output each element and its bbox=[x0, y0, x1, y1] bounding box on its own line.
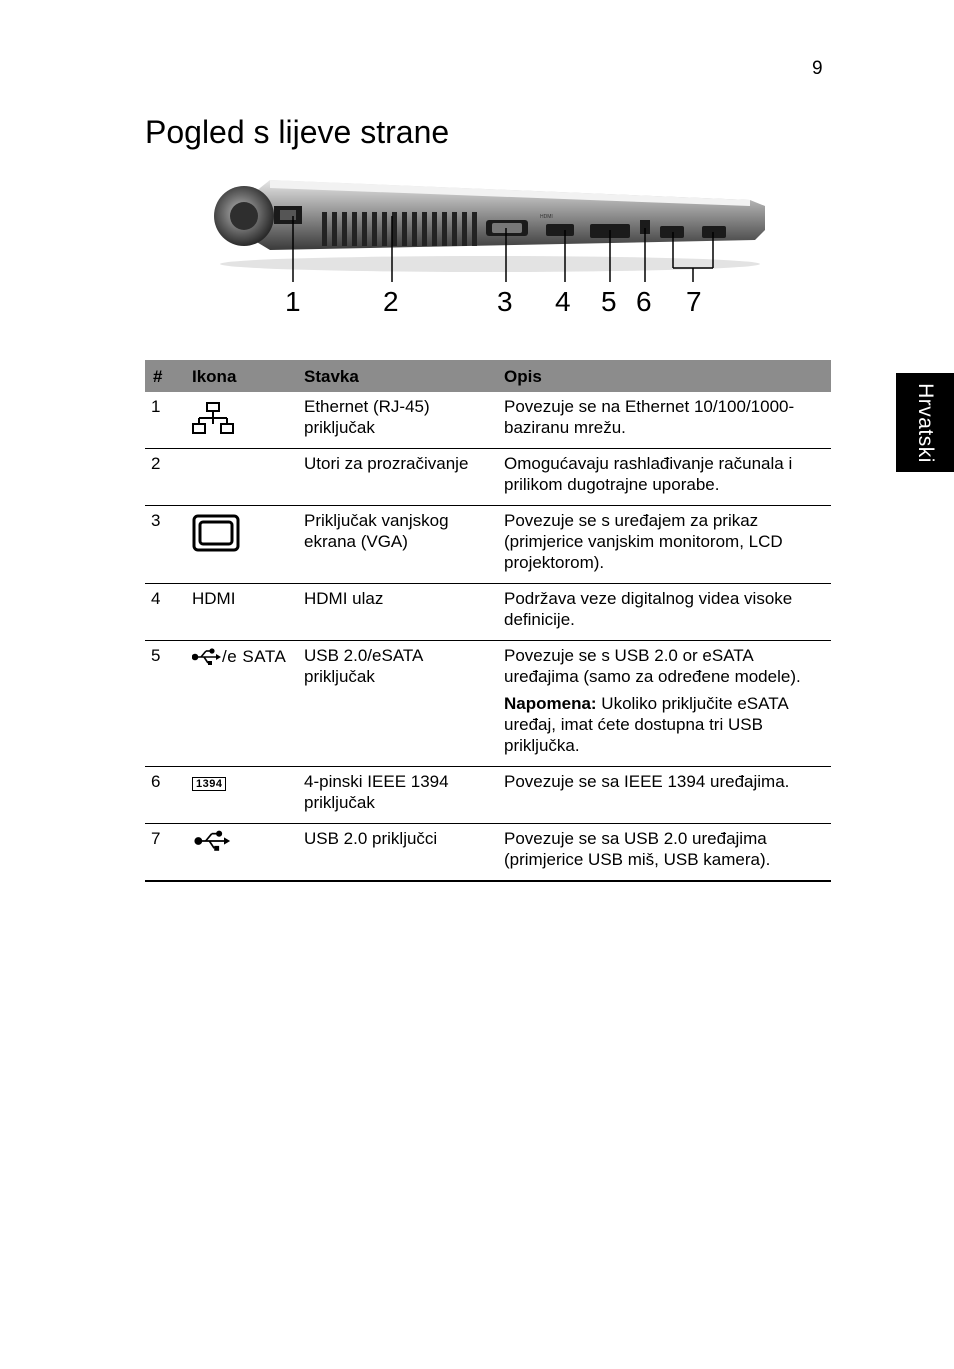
row-num: 7 bbox=[145, 824, 181, 882]
row-desc: Omogućavaju rashlađivanje računala i prilikom dugotrajne uporabe. bbox=[493, 449, 831, 506]
note-label: Napomena: bbox=[504, 694, 597, 713]
table-row bbox=[145, 641, 831, 767]
row-num: 2 bbox=[145, 449, 181, 506]
row-num: 6 bbox=[145, 767, 181, 824]
row-icon-cell bbox=[181, 824, 293, 882]
language-tab bbox=[896, 373, 954, 472]
row-desc: Povezuje se sa USB 2.0 uređajima (primjerice USB miš, USB kamera). bbox=[493, 824, 831, 882]
ports-table bbox=[145, 360, 831, 882]
row-item: Priključak vanjskog ekrana (VGA) bbox=[293, 506, 493, 584]
row-item: HDMI ulaz bbox=[293, 584, 493, 641]
row-desc: Povezuje se s USB 2.0 or eSATA uređajima (samo za određene modele). bbox=[504, 646, 801, 686]
callout-5: 5 bbox=[601, 286, 617, 317]
row-num: 3 bbox=[145, 506, 181, 584]
header-desc: Opis bbox=[493, 360, 831, 392]
table-row bbox=[145, 767, 831, 824]
callout-6: 6 bbox=[636, 286, 652, 317]
language-tab-label: Hrvatski bbox=[914, 382, 937, 463]
row-num: 5 bbox=[145, 641, 181, 767]
usb-icon bbox=[192, 648, 222, 666]
hdmi-port-label: HDMI bbox=[540, 214, 553, 220]
row-icon-text: HDMI bbox=[181, 584, 293, 641]
row-icon-cell bbox=[181, 449, 293, 506]
header-num: # bbox=[145, 360, 181, 392]
table-row bbox=[145, 584, 831, 641]
table-header-row bbox=[145, 360, 831, 392]
row-item: USB 2.0 priključci bbox=[293, 824, 493, 882]
esata-label: /e SATA bbox=[222, 647, 287, 667]
page-number: 9 bbox=[812, 58, 823, 79]
row-item: 4-pinski IEEE 1394 priključak bbox=[293, 767, 493, 824]
row-desc-cell bbox=[493, 641, 831, 767]
row-icon-cell bbox=[181, 506, 293, 584]
table-row bbox=[145, 506, 831, 584]
laptop-left-side-illustration bbox=[210, 172, 770, 282]
row-item: USB 2.0/eSATA priključak bbox=[293, 641, 493, 767]
row-item: Utori za prozračivanje bbox=[293, 449, 493, 506]
table-row bbox=[145, 392, 831, 449]
header-item: Stavka bbox=[293, 360, 493, 392]
row-desc: Povezuje se na Ethernet 10/100/1000-baziranu mrežu. bbox=[493, 392, 831, 449]
page-title: Pogled s lijeve strane bbox=[145, 114, 450, 150]
row-num: 4 bbox=[145, 584, 181, 641]
callout-3: 3 bbox=[497, 286, 513, 317]
row-item: Ethernet (RJ-45) priključak bbox=[293, 392, 493, 449]
callout-4: 4 bbox=[555, 286, 571, 317]
callout-1: 1 bbox=[285, 286, 301, 317]
network-icon bbox=[192, 402, 234, 436]
row-note bbox=[504, 693, 825, 756]
row-desc: Povezuje se s uređajem za prikaz (primjerice vanjskim monitorom, LCD projektorom). bbox=[493, 506, 831, 584]
row-icon-cell bbox=[181, 392, 293, 449]
usb-icon bbox=[192, 830, 234, 852]
table-row bbox=[145, 449, 831, 506]
ieee1394-icon: 1394 bbox=[192, 777, 226, 791]
header-icon: Ikona bbox=[181, 360, 293, 392]
vga-monitor-icon bbox=[192, 514, 240, 552]
row-icon-cell bbox=[181, 767, 293, 824]
table-row bbox=[145, 824, 831, 882]
row-num: 1 bbox=[145, 392, 181, 449]
row-desc: Povezuje se sa IEEE 1394 uređajima. bbox=[493, 767, 831, 824]
row-desc: Podržava veze digitalnog videa visoke definicije. bbox=[493, 584, 831, 641]
callout-2: 2 bbox=[383, 286, 399, 317]
note-text: Ukoliko priključite eSATA uređaj, imat ćete dostupna tri USB priključka. bbox=[504, 694, 788, 755]
row-icon-cell bbox=[181, 641, 293, 767]
callout-7: 7 bbox=[686, 286, 702, 317]
